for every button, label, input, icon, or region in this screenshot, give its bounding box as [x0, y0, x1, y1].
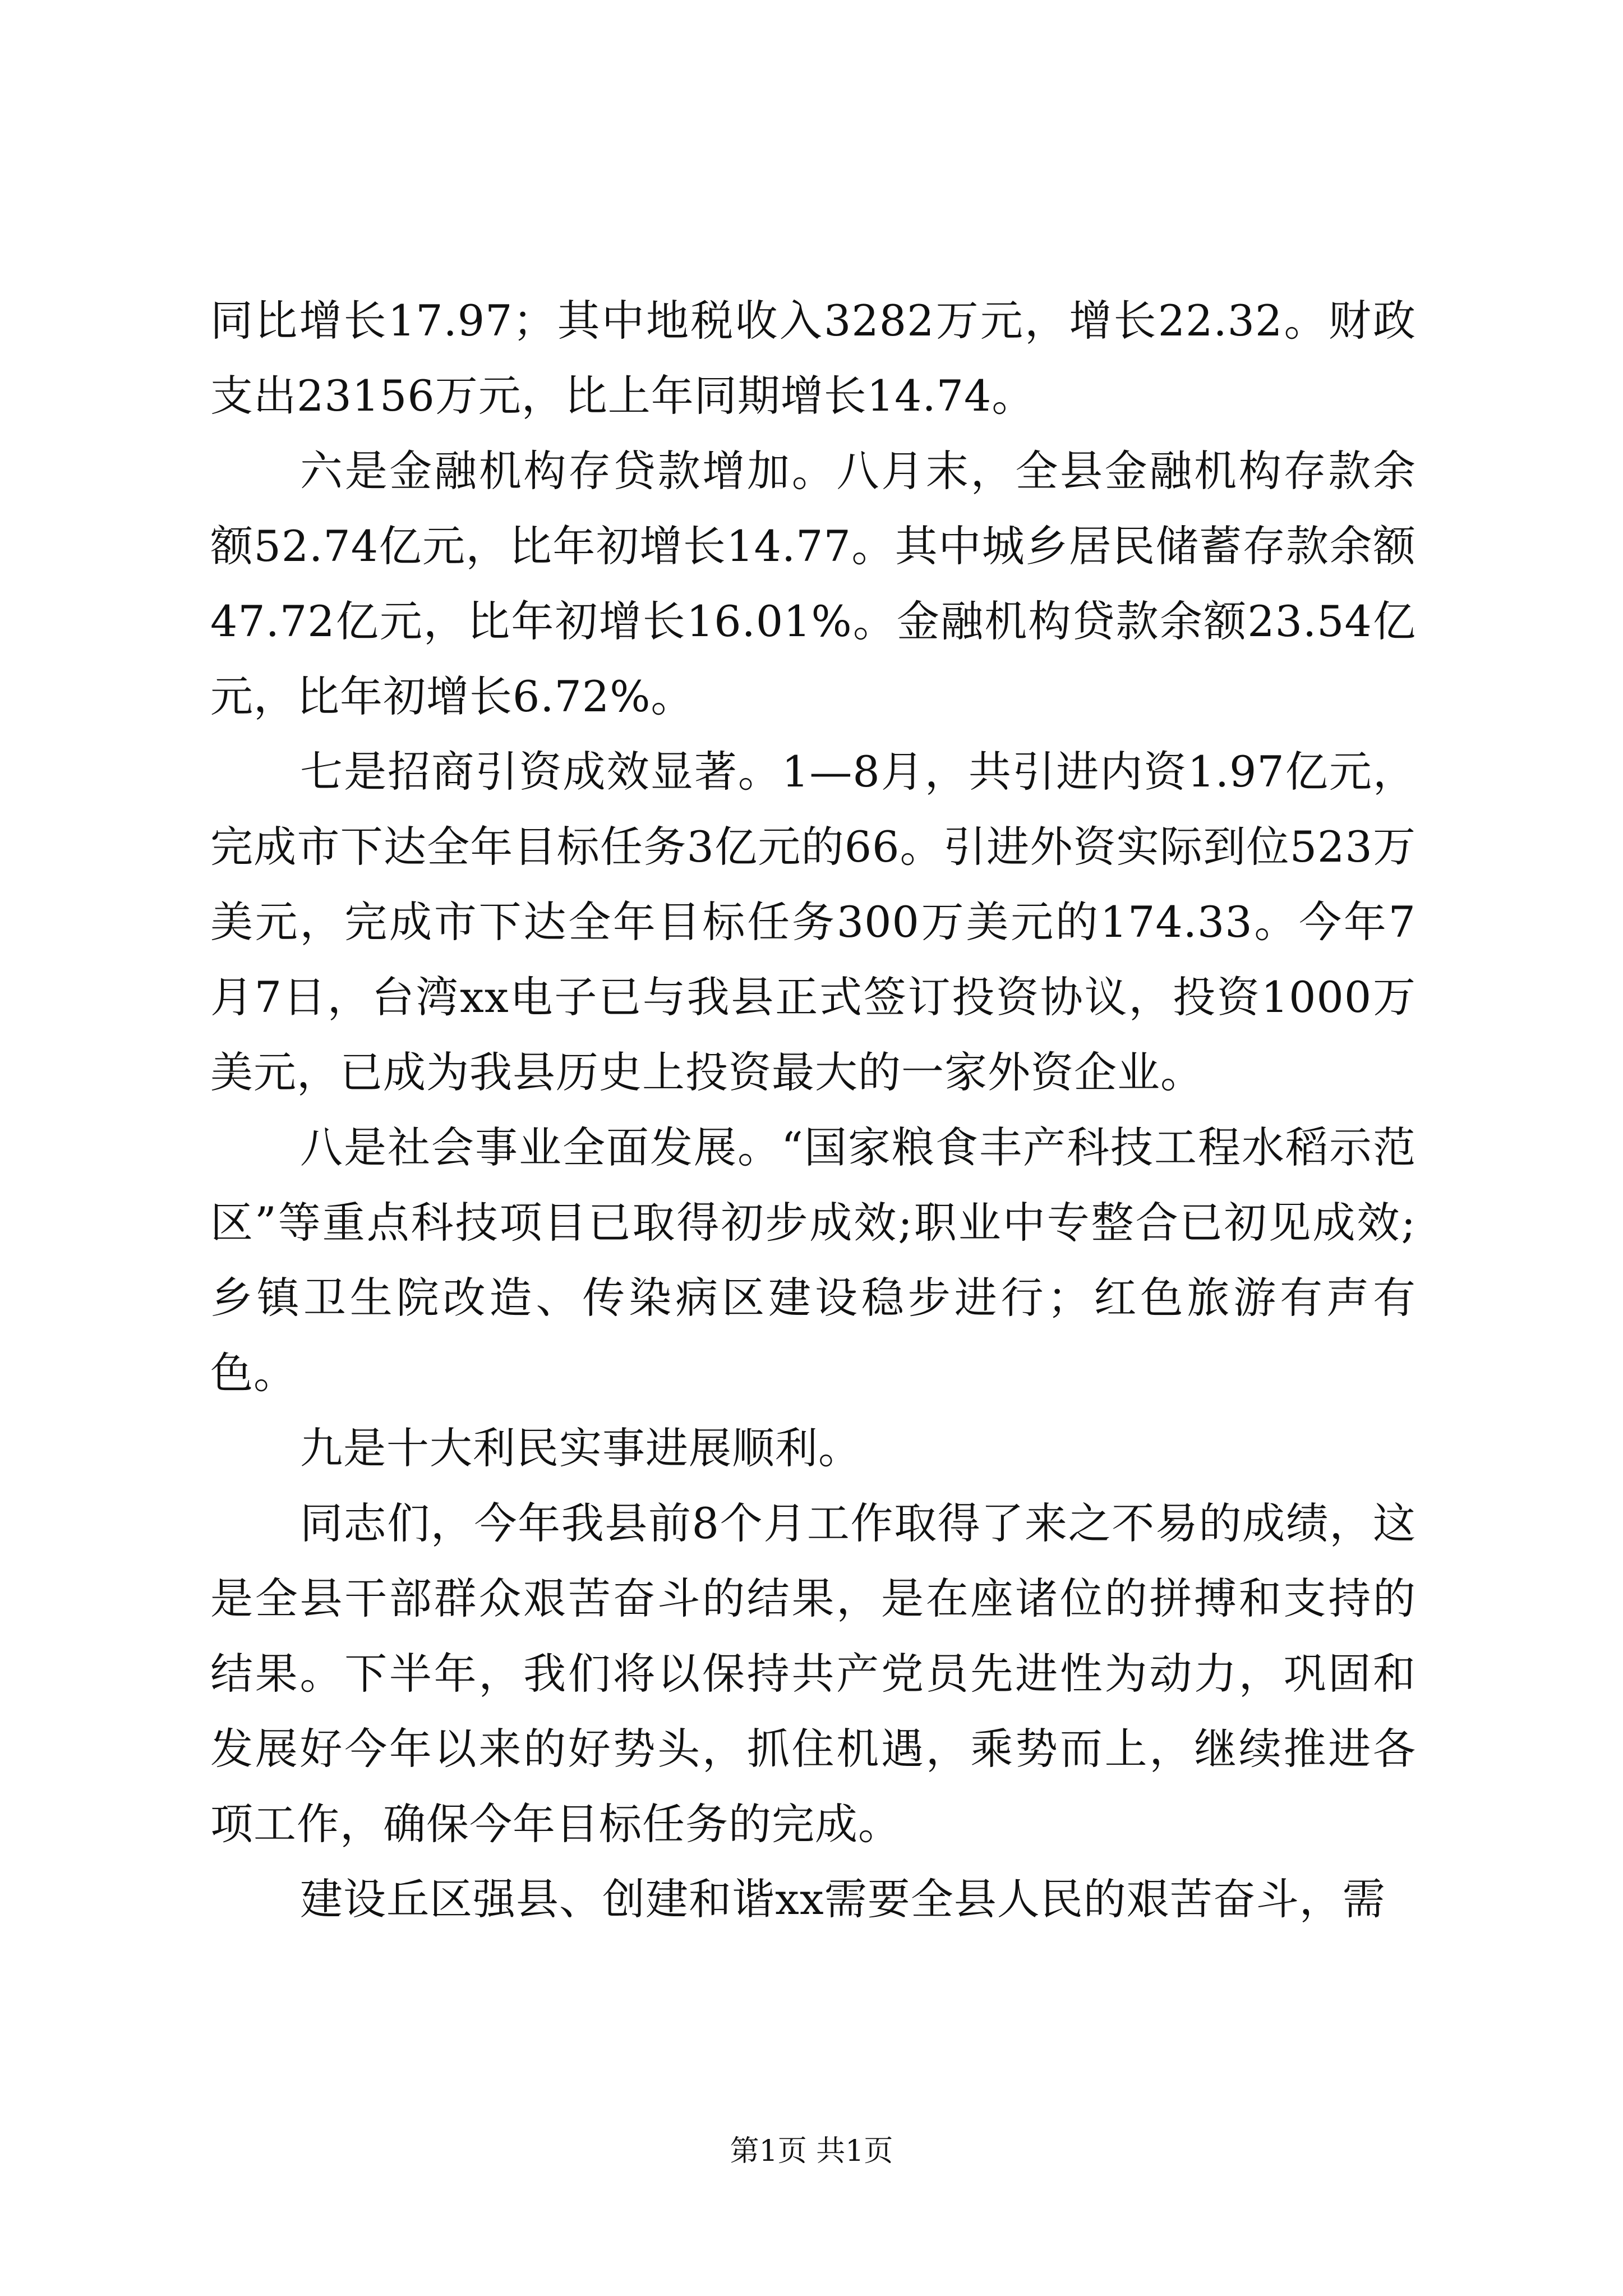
- page-footer: 第1页 共1页: [730, 2134, 893, 2168]
- paragraph-continuation: 同比增长17.97；其中地税收入3282万元，增长22.32。财政支出23156万元，比上年同期增长14.74。: [210, 296, 1416, 421]
- paragraph-finance: 六是金融机构存贷款增加。八月末，全县金融机构存款余额52.74亿元，比年初增长14.77。其中城乡居民储蓄存款余额47.72亿元，比年初增长16.01%。金融机构贷款余额23.54亿元，比年初增长6.72%。: [210, 446, 1416, 721]
- paragraph-closing: 建设丘区强县、创建和谐xx需要全县人民的艰苦奋斗，需: [300, 1874, 1386, 1924]
- paragraph-summary: 同志们，今年我县前8个月工作取得了来之不易的成绩，这是全县干部群众艰苦奋斗的结果，是在座诸位的拼搏和支持的结果。下半年，我们将以保持共产党员先进性为动力，巩固和发展好今年以来的好势头，抓住机遇，乘势而上，继续推进各项工作，确保今年目标任务的完成。: [210, 1498, 1416, 1849]
- paragraph-investment: 七是招商引资成效显著。1—8月，共引进内资1.97亿元，完成市下达全年目标任务3亿元的66。引进外资实际到位523万美元，完成市下达全年目标任务300万美元的174.33。今年7月7日，台湾xx电子已与我县正式签订投资协议，投资1000万美元，已成为我县历史上投资最大的一家外资企业。: [210, 747, 1416, 1097]
- document-body: [210, 283, 1416, 1937]
- paragraph-livelihood: 九是十大利民实事进展顺利。: [300, 1423, 861, 1473]
- paragraph-social: 八是社会事业全面发展。“国家粮食丰产科技工程水稻示范区”等重点科技项目已取得初步成效;职业中专整合已初见成效;乡镇卫生院改造、传染病区建设稳步进行；红色旅游有声有色。: [210, 1122, 1416, 1398]
